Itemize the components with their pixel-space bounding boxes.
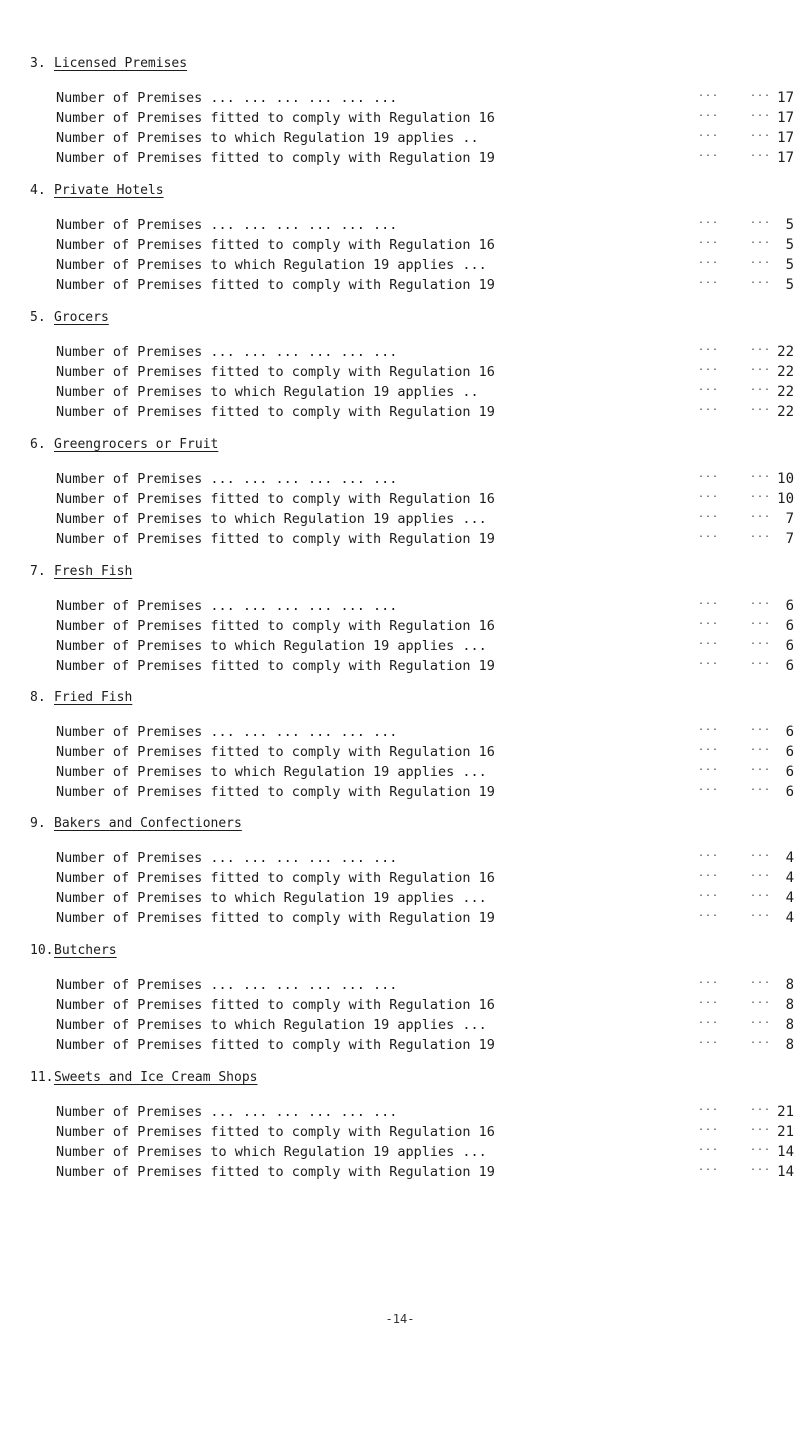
row-label: Number of Premises fitted to comply with Regulation 19 [56, 404, 495, 420]
row-value: 10 [777, 491, 794, 507]
row-label: Number of Premises fitted to comply with Regulation 16 [56, 870, 495, 886]
leader-dots: ... [750, 868, 772, 879]
row-label: Number of Premises fitted to comply with Regulation 16 [56, 997, 495, 1013]
leader-dots: ... [698, 1122, 720, 1133]
row-value: 22 [777, 364, 794, 380]
leader-dots: ... [750, 596, 772, 607]
table-row [56, 1017, 796, 1037]
page-number: -14- [385, 1312, 415, 1326]
row-value: 14 [777, 1164, 794, 1180]
leader-dots: ... [698, 596, 720, 607]
table-row [56, 1104, 796, 1124]
row-value: 5 [785, 237, 794, 253]
table-row [56, 764, 796, 784]
leader-dots: ... [698, 509, 720, 520]
table-row [56, 277, 796, 297]
row-value: 21 [777, 1124, 794, 1140]
leader-dots: ... [750, 848, 772, 859]
table-row [56, 658, 796, 678]
row-value: 17 [777, 150, 794, 166]
leader-dots: ... [750, 128, 772, 139]
row-label: Number of Premises ... ... ... ... ... ... [56, 1104, 398, 1120]
table-row [56, 744, 796, 764]
table-row [56, 598, 796, 618]
row-value: 21 [777, 1104, 794, 1120]
leader-dots: ... [750, 382, 772, 393]
leader-dots: ... [698, 362, 720, 373]
table-row [56, 850, 796, 870]
section-number: 9. [30, 816, 46, 831]
leader-dots: ... [698, 1015, 720, 1026]
leader-dots: ... [750, 908, 772, 919]
section-title: Bakers and Confectioners [54, 816, 242, 831]
leader-dots: ... [698, 1162, 720, 1173]
row-value: 14 [777, 1144, 794, 1160]
row-value: 5 [785, 257, 794, 273]
table-row [56, 638, 796, 658]
leader-dots: ... [698, 402, 720, 413]
row-label: Number of Premises ... ... ... ... ... ... [56, 598, 398, 614]
section-number: 6. [30, 437, 46, 452]
row-label: Number of Premises to which Regulation 19 applies ... [56, 764, 487, 780]
leader-dots: ... [698, 469, 720, 480]
row-label: Number of Premises fitted to comply with Regulation 19 [56, 277, 495, 293]
leader-dots: ... [698, 848, 720, 859]
leader-dots: ... [750, 362, 772, 373]
leader-dots: ... [750, 1035, 772, 1046]
table-row [56, 724, 796, 744]
leader-dots: ... [750, 616, 772, 627]
leader-dots: ... [750, 255, 772, 266]
row-value: 6 [785, 598, 794, 614]
leader-dots: ... [750, 975, 772, 986]
leader-dots: ... [698, 868, 720, 879]
row-label: Number of Premises fitted to comply with Regulation 19 [56, 910, 495, 926]
table-row [56, 130, 796, 150]
row-label: Number of Premises fitted to comply with Regulation 19 [56, 531, 495, 547]
row-label: Number of Premises to which Regulation 19 applies ... [56, 511, 487, 527]
section-title: Fresh Fish [54, 564, 133, 579]
leader-dots: ... [750, 275, 772, 286]
section-heading [30, 1070, 258, 1085]
row-value: 6 [785, 658, 794, 674]
leader-dots: ... [698, 1142, 720, 1153]
section-number: 5. [30, 310, 46, 325]
row-value: 22 [777, 384, 794, 400]
leader-dots: ... [750, 108, 772, 119]
row-label: Number of Premises ... ... ... ... ... ... [56, 471, 398, 487]
leader-dots: ... [750, 1162, 772, 1173]
leader-dots: ... [750, 656, 772, 667]
row-value: 7 [785, 511, 794, 527]
row-label: Number of Premises fitted to comply with Regulation 19 [56, 1164, 495, 1180]
row-label: Number of Premises to which Regulation 19 applies ... [56, 1144, 487, 1160]
table-row [56, 1164, 796, 1184]
row-value: 6 [785, 784, 794, 800]
row-value: 10 [777, 471, 794, 487]
row-label: Number of Premises fitted to comply with Regulation 16 [56, 110, 495, 126]
section-title: Private Hotels [54, 183, 164, 198]
table-row [56, 511, 796, 531]
section-title: Grocers [54, 310, 109, 325]
leader-dots: ... [698, 235, 720, 246]
section-number: 11. [30, 1070, 54, 1085]
leader-dots: ... [698, 722, 720, 733]
section-title: Butchers [54, 943, 117, 958]
leader-dots: ... [698, 888, 720, 899]
leader-dots: ... [750, 782, 772, 793]
leader-dots: ... [750, 742, 772, 753]
leader-dots: ... [698, 742, 720, 753]
row-label: Number of Premises fitted to comply with Regulation 19 [56, 658, 495, 674]
table-row [56, 364, 796, 384]
row-value: 7 [785, 531, 794, 547]
leader-dots: ... [698, 382, 720, 393]
table-row [56, 997, 796, 1017]
leader-dots: ... [698, 255, 720, 266]
leader-dots: ... [750, 235, 772, 246]
leader-dots: ... [750, 1015, 772, 1026]
row-value: 17 [777, 110, 794, 126]
row-value: 8 [785, 977, 794, 993]
table-row [56, 110, 796, 130]
section-title: Greengrocers or Fruit [54, 437, 219, 452]
table-row [56, 890, 796, 910]
leader-dots: ... [750, 489, 772, 500]
table-row [56, 870, 796, 890]
section-heading [30, 183, 164, 198]
row-label: Number of Premises fitted to comply with Regulation 19 [56, 1037, 495, 1053]
row-value: 5 [785, 277, 794, 293]
row-value: 4 [785, 850, 794, 866]
row-value: 6 [785, 618, 794, 634]
table-row [56, 237, 796, 257]
row-label: Number of Premises fitted to comply with Regulation 16 [56, 237, 495, 253]
leader-dots: ... [750, 762, 772, 773]
table-row [56, 1037, 796, 1057]
row-label: Number of Premises to which Regulation 19 applies ... [56, 890, 487, 906]
section-title: Fried Fish [54, 690, 133, 705]
leader-dots: ... [698, 1035, 720, 1046]
leader-dots: ... [698, 908, 720, 919]
section-heading [30, 56, 187, 71]
leader-dots: ... [750, 1142, 772, 1153]
row-value: 22 [777, 404, 794, 420]
leader-dots: ... [750, 722, 772, 733]
leader-dots: ... [750, 995, 772, 1006]
row-value: 22 [777, 344, 794, 360]
leader-dots: ... [698, 762, 720, 773]
leader-dots: ... [698, 975, 720, 986]
row-label: Number of Premises fitted to comply with Regulation 19 [56, 784, 495, 800]
table-row [56, 257, 796, 277]
section-number: 7. [30, 564, 46, 579]
table-row [56, 217, 796, 237]
table-row [56, 910, 796, 930]
leader-dots: ... [698, 782, 720, 793]
section-number: 3. [30, 56, 46, 71]
row-label: Number of Premises to which Regulation 19 applies ... [56, 257, 487, 273]
row-label: Number of Premises fitted to comply with Regulation 16 [56, 744, 495, 760]
leader-dots: ... [698, 108, 720, 119]
leader-dots: ... [698, 342, 720, 353]
row-value: 17 [777, 130, 794, 146]
leader-dots: ... [750, 215, 772, 226]
leader-dots: ... [698, 128, 720, 139]
row-label: Number of Premises to which Regulation 19 applies .. [56, 384, 479, 400]
row-label: Number of Premises to which Regulation 19 applies ... [56, 638, 487, 654]
leader-dots: ... [750, 469, 772, 480]
table-row [56, 977, 796, 997]
leader-dots: ... [698, 656, 720, 667]
table-row [56, 1144, 796, 1164]
row-value: 6 [785, 744, 794, 760]
row-value: 6 [785, 724, 794, 740]
leader-dots: ... [750, 342, 772, 353]
row-label: Number of Premises ... ... ... ... ... ... [56, 977, 398, 993]
leader-dots: ... [698, 995, 720, 1006]
section-title: Licensed Premises [54, 56, 188, 71]
row-value: 8 [785, 1037, 794, 1053]
section-heading [30, 943, 117, 958]
table-row [56, 471, 796, 491]
row-label: Number of Premises ... ... ... ... ... ... [56, 850, 398, 866]
section-heading [30, 690, 132, 705]
leader-dots: ... [750, 509, 772, 520]
leader-dots: ... [698, 636, 720, 647]
row-value: 4 [785, 910, 794, 926]
table-row [56, 491, 796, 511]
row-value: 6 [785, 764, 794, 780]
table-row [56, 1124, 796, 1144]
leader-dots: ... [750, 1122, 772, 1133]
row-value: 8 [785, 997, 794, 1013]
table-row [56, 90, 796, 110]
leader-dots: ... [698, 88, 720, 99]
row-label: Number of Premises fitted to comply with Regulation 16 [56, 1124, 495, 1140]
leader-dots: ... [750, 636, 772, 647]
row-value: 4 [785, 890, 794, 906]
section-heading [30, 310, 109, 325]
leader-dots: ... [750, 148, 772, 159]
leader-dots: ... [750, 888, 772, 899]
table-row [56, 618, 796, 638]
row-value: 5 [785, 217, 794, 233]
section-heading [30, 564, 132, 579]
row-label: Number of Premises to which Regulation 19 applies .. [56, 130, 479, 146]
table-row [56, 531, 796, 551]
leader-dots: ... [750, 88, 772, 99]
row-label: Number of Premises fitted to comply with Regulation 19 [56, 150, 495, 166]
row-label: Number of Premises ... ... ... ... ... ... [56, 217, 398, 233]
section-number: 8. [30, 690, 46, 705]
row-label: Number of Premises to which Regulation 19 applies ... [56, 1017, 487, 1033]
table-row [56, 384, 796, 404]
leader-dots: ... [698, 529, 720, 540]
leader-dots: ... [698, 148, 720, 159]
row-label: Number of Premises ... ... ... ... ... ... [56, 344, 398, 360]
row-label: Number of Premises fitted to comply with Regulation 16 [56, 618, 495, 634]
table-row [56, 344, 796, 364]
leader-dots: ... [698, 489, 720, 500]
leader-dots: ... [750, 1102, 772, 1113]
row-label: Number of Premises ... ... ... ... ... ... [56, 90, 398, 106]
row-value: 6 [785, 638, 794, 654]
section-heading [30, 437, 218, 452]
row-label: Number of Premises fitted to comply with Regulation 16 [56, 491, 495, 507]
leader-dots: ... [750, 529, 772, 540]
section-number: 4. [30, 183, 46, 198]
leader-dots: ... [698, 616, 720, 627]
section-title: Sweets and Ice Cream Shops [54, 1070, 258, 1085]
table-row [56, 150, 796, 170]
leader-dots: ... [750, 402, 772, 413]
section-heading [30, 816, 242, 831]
leader-dots: ... [698, 1102, 720, 1113]
table-row [56, 784, 796, 804]
section-number: 10. [30, 943, 54, 958]
row-value: 4 [785, 870, 794, 886]
row-value: 8 [785, 1017, 794, 1033]
leader-dots: ... [698, 275, 720, 286]
row-label: Number of Premises ... ... ... ... ... ... [56, 724, 398, 740]
row-label: Number of Premises fitted to comply with Regulation 16 [56, 364, 495, 380]
row-value: 17 [777, 90, 794, 106]
leader-dots: ... [698, 215, 720, 226]
table-row [56, 404, 796, 424]
